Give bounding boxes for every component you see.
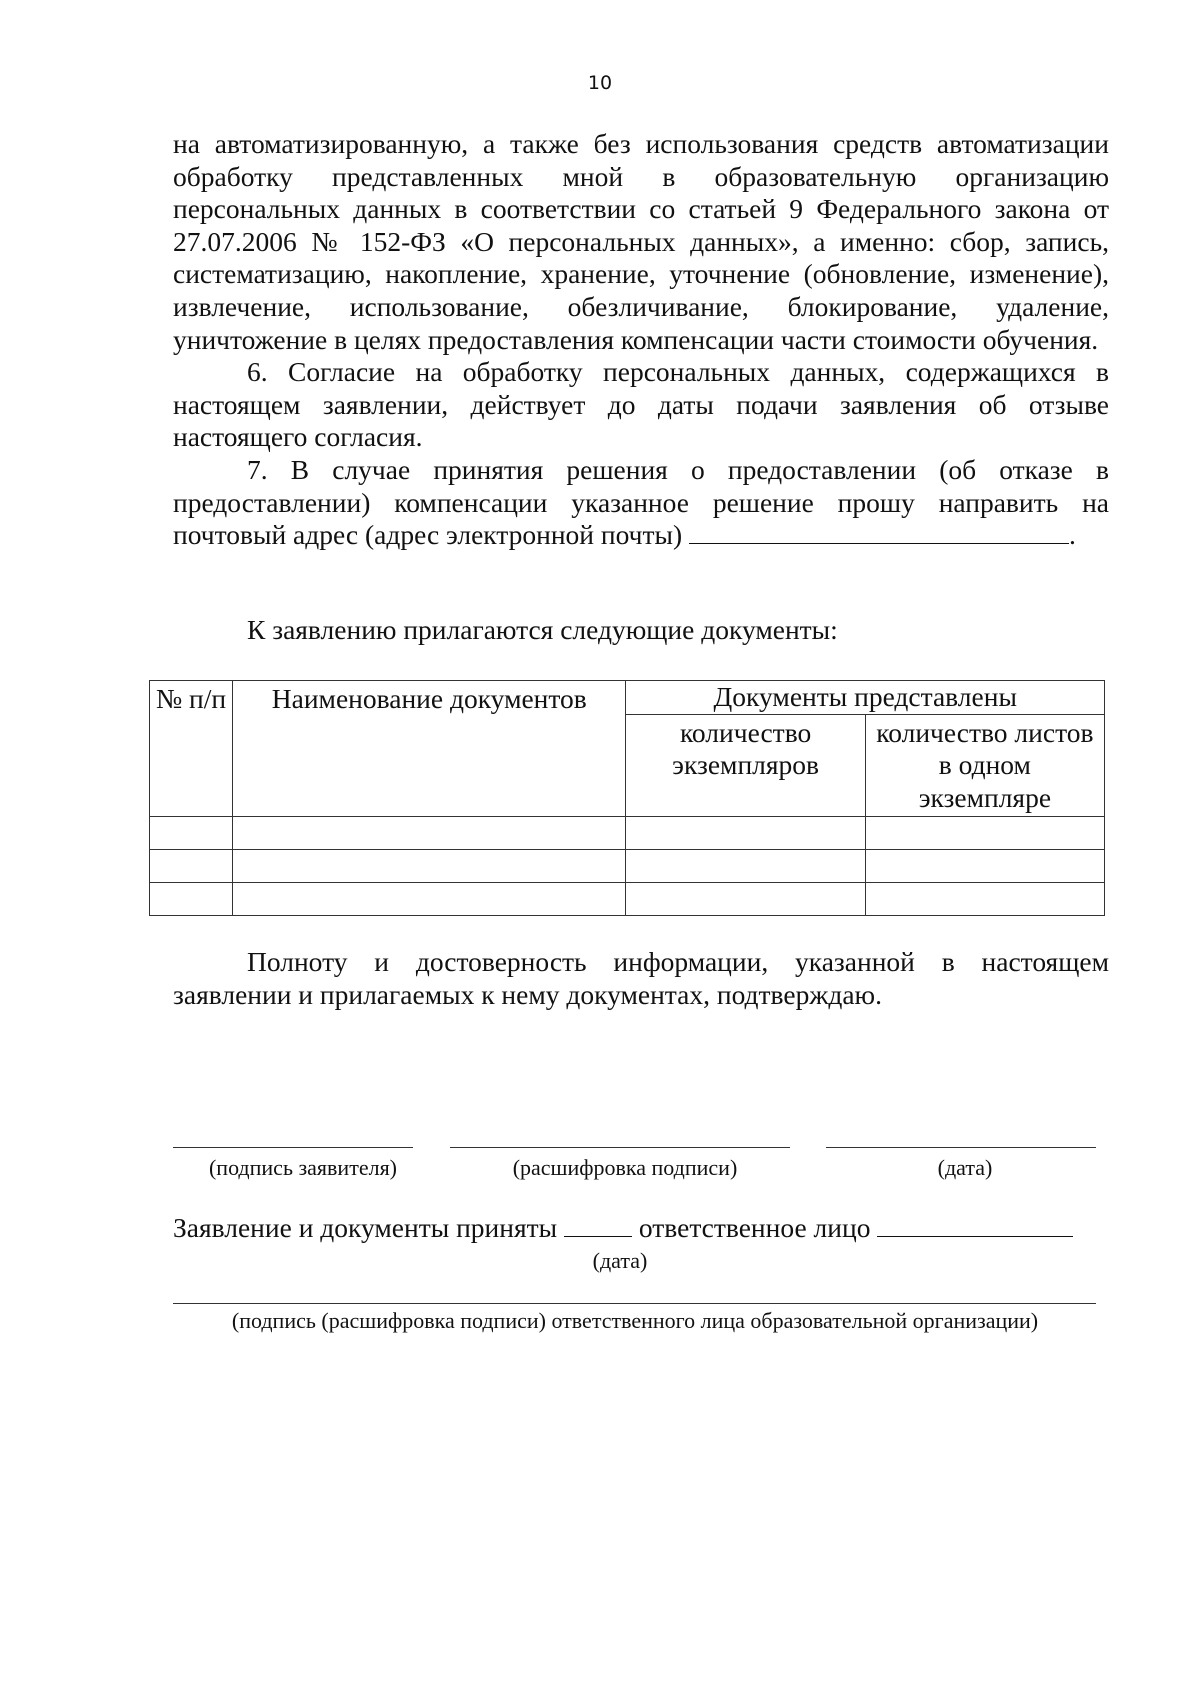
consent-text xyxy=(173,128,1109,552)
page-number: 10 xyxy=(587,72,613,94)
table-row xyxy=(150,817,1105,850)
applicant-signature-line[interactable] xyxy=(173,1147,413,1148)
confirmation-text: Полноту и достоверность информации, указанной в настоящем заявлении и прилагаемых к нему документах, подтверждаю. xyxy=(173,946,1109,1010)
responsible-person-label: ответственное лицо xyxy=(638,1212,871,1243)
table-row xyxy=(150,883,1105,916)
header-documents-submitted: Документы представлены xyxy=(626,681,1105,715)
paragraph-6: 6. Согласие на обработку персональных данных, содержащихся в настоящем заявлении, действует до даты подачи заявления об отзыве настоящего согласия. xyxy=(173,356,1109,453)
documents-table xyxy=(149,680,1105,916)
header-sheets-count: количество листов в одном экземпляре xyxy=(865,714,1104,817)
responsible-signature-line[interactable] xyxy=(173,1303,1096,1304)
confirmation-block xyxy=(173,946,1109,1011)
table-cell[interactable] xyxy=(233,883,626,916)
paragraph-consent-continuation: на автоматизированную, а также без использования средств автоматизации обработку представленных мной в образовательную организацию персональных данных в соответствии со статьей 9 Федерального закона от 27.07.2006 № 152-ФЗ «О персональных данных», а именно: сбор, запись, систематизацию, накопление, хранение, уточнение (обновление, изменение), извлечение, использование, обезличивание, блокирование, удаление, уничтожение в целях предоставления компенсации части стоимости обучения. xyxy=(173,128,1109,355)
header-document-name: Наименование документов xyxy=(233,681,626,817)
header-number: № п/п xyxy=(150,681,233,817)
table-cell[interactable] xyxy=(150,850,233,883)
table-cell[interactable] xyxy=(233,850,626,883)
email-address-field[interactable] xyxy=(689,519,1069,544)
table-cell[interactable] xyxy=(865,883,1104,916)
paragraph-7 xyxy=(173,454,1109,552)
paragraph-7-text: 7. В случае принятия решения о предоставлении (об отказе в предоставлении) компенсации указанное решение прошу направить на почтовый адрес (адрес электронной почты) xyxy=(173,453,1109,551)
table-cell[interactable] xyxy=(233,817,626,850)
table-cell[interactable] xyxy=(626,817,865,850)
acceptance-date-field[interactable] xyxy=(564,1214,632,1237)
responsible-signature-caption: (подпись (расшифровка подписи) ответственного лица образовательной организации) xyxy=(231,1308,1039,1333)
acceptance-line xyxy=(173,1212,1073,1244)
acceptance-text: Заявление и документы приняты xyxy=(173,1212,558,1243)
table-cell[interactable] xyxy=(865,850,1104,883)
paragraph-7-end: . xyxy=(1069,519,1076,551)
date-line[interactable] xyxy=(826,1147,1096,1148)
signature-transcript-caption: (расшифровка подписи) xyxy=(512,1155,738,1180)
signature-transcript-line[interactable] xyxy=(450,1147,790,1148)
table-cell[interactable] xyxy=(626,883,865,916)
header-copies-count: количество экземпляров xyxy=(626,714,865,817)
responsible-person-field[interactable] xyxy=(877,1214,1073,1237)
applicant-signature-caption: (подпись заявителя) xyxy=(208,1155,398,1180)
table-cell[interactable] xyxy=(150,883,233,916)
table-cell[interactable] xyxy=(626,850,865,883)
table-row xyxy=(150,850,1105,883)
attachments-heading: К заявлению прилагаются следующие документы: xyxy=(247,614,838,645)
table-cell[interactable] xyxy=(865,817,1104,850)
date-caption: (дата) xyxy=(937,1155,993,1180)
table-cell[interactable] xyxy=(150,817,233,850)
table-header-row xyxy=(150,681,1105,715)
acceptance-date-caption: (дата) xyxy=(592,1248,648,1273)
